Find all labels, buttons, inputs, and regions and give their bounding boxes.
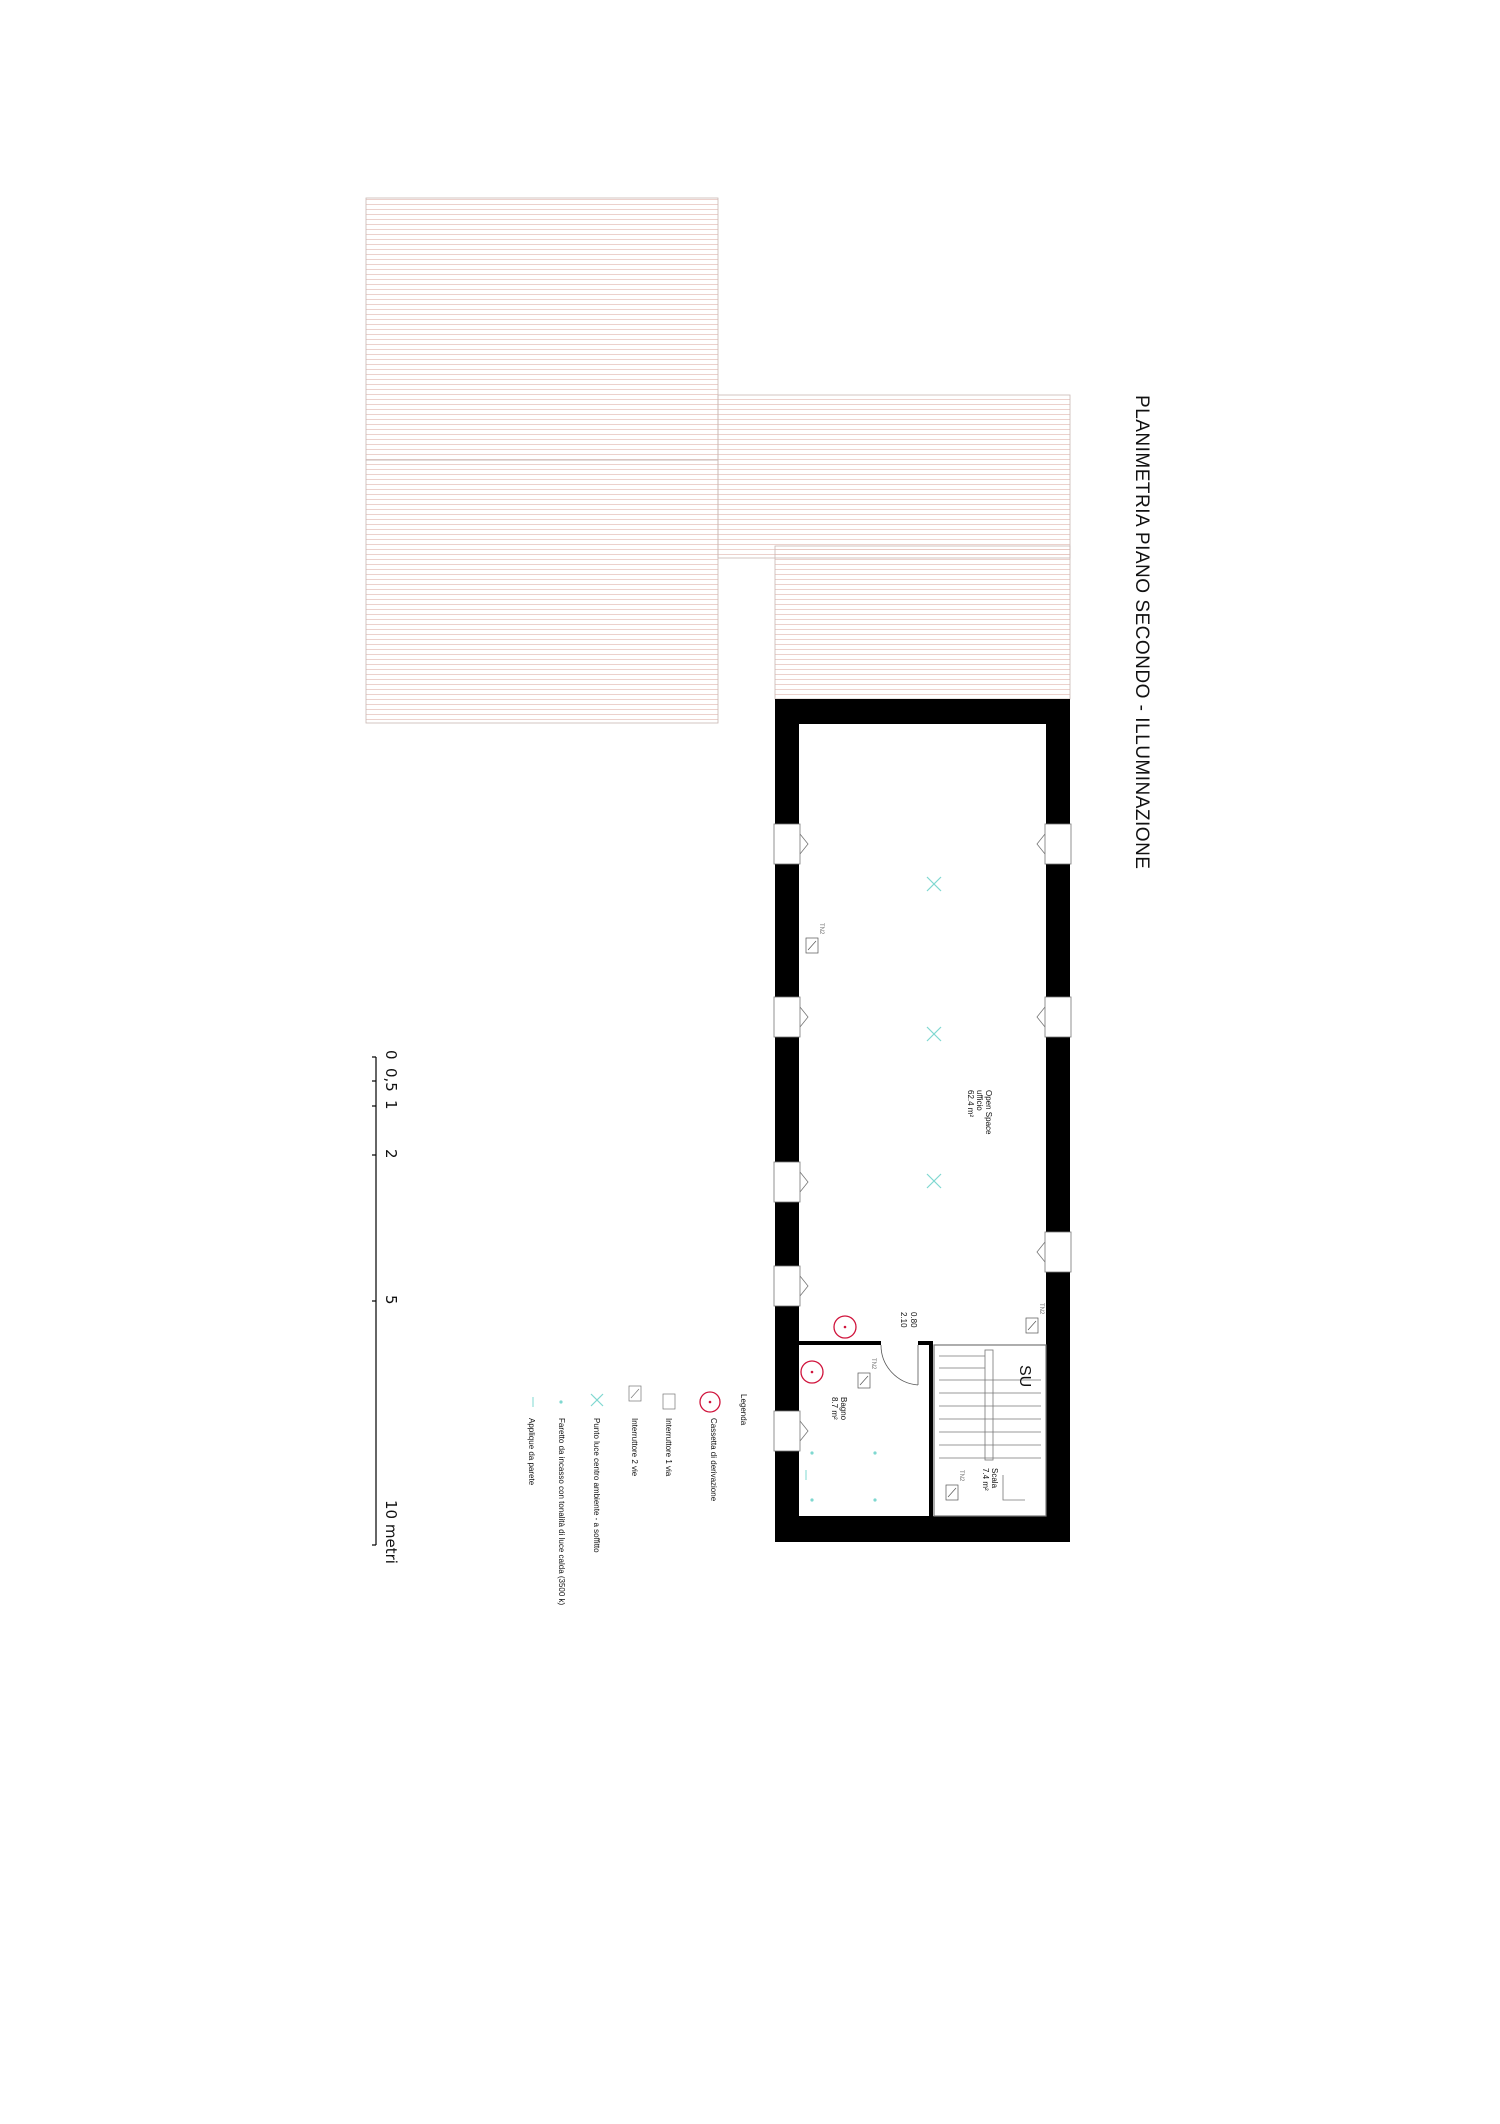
scale-label: 2 (382, 1149, 400, 1159)
junction-boxes (801, 1316, 856, 1383)
door-dimensions (898, 1312, 918, 1328)
switch-2-way-icon (806, 938, 818, 953)
room-label-bagno (830, 1397, 848, 1420)
ceiling-light-icon (927, 877, 941, 891)
scale-label: 0 (382, 1050, 400, 1060)
windows (774, 824, 1071, 1451)
scale-bar (372, 1057, 376, 1545)
legend-item-switch-1-way: Interruttore 1 via (664, 1418, 673, 1477)
recessed-spotlight-icon (559, 1400, 562, 1403)
switch-2-way-icon (1026, 1318, 1038, 1333)
room-name: Bagno (839, 1397, 848, 1421)
legend-item-ceiling-light: Punto luce centro ambiente - a soffitto (592, 1418, 601, 1553)
room-use: ufficio (975, 1090, 984, 1111)
switch-2-way-icon (629, 1386, 641, 1401)
legend-item-recessed-spotlight: Faretto da incasso con tonalità di luce calda (3500 k) (557, 1418, 566, 1606)
switch-2-way-icon (858, 1373, 870, 1388)
roof-area (366, 198, 1070, 723)
legend-item-switch-2-way: Interruttore 2 vie (630, 1418, 639, 1477)
ceiling-lights (927, 877, 941, 1188)
door-width: 0.80 (909, 1312, 918, 1328)
switch-tag: TN2 (1038, 1303, 1044, 1315)
outer-walls (775, 699, 1070, 1542)
junction-box-icon (801, 1361, 823, 1383)
stair-direction-label: SU (1016, 1365, 1033, 1388)
bathroom-door (881, 1345, 918, 1385)
legend-title: Legenda (739, 1394, 748, 1426)
scale-label: 5 (382, 1295, 400, 1305)
switch-tag: TN2 (870, 1358, 876, 1370)
junction-box-icon (834, 1316, 856, 1338)
legend-item-wall-light: Applique da parete (527, 1418, 536, 1486)
legend-symbols (533, 1386, 720, 1412)
scale-label: 0,5 (382, 1068, 400, 1092)
switch-tag: TN2 (818, 923, 824, 935)
ceiling-light-icon (927, 1027, 941, 1041)
switch-2-way-icon (946, 1485, 958, 1500)
switch-tag: TN2 (958, 1470, 964, 1482)
room-area: 7.4 m² (981, 1468, 990, 1491)
ceiling-light-icon (927, 1174, 941, 1188)
ceiling-light-icon (591, 1394, 603, 1406)
room-area: 62.4 m² (966, 1090, 975, 1118)
legend-item-junction-box: Cassetta di derivazione (709, 1418, 718, 1502)
room-label-scala (981, 1468, 999, 1491)
scale-label: 10 metri (382, 1500, 400, 1564)
window (774, 824, 1071, 1451)
junction-box-icon (700, 1392, 720, 1412)
interior-walls (799, 1341, 1046, 1521)
recessed-spotlight-icon (873, 1451, 876, 1454)
door-height: 2.10 (899, 1312, 908, 1328)
switch-1-way-icon (663, 1394, 675, 1409)
room-name: Open Space (984, 1090, 993, 1135)
room-label-open-space (966, 1090, 993, 1134)
room-area: 8.7 m² (830, 1397, 839, 1420)
recessed-spotlight-icon (873, 1498, 876, 1501)
page-title: PLANIMETRIA PIANO SECONDO - ILLUMINAZIONE (1131, 395, 1152, 870)
room-name: Scala (990, 1468, 999, 1489)
recessed-spotlights (810, 1451, 876, 1501)
recessed-spotlight-icon (810, 1451, 813, 1454)
scale-label: 1 (382, 1100, 400, 1110)
window-sill (800, 834, 1045, 1441)
recessed-spotlight-icon (810, 1498, 813, 1501)
